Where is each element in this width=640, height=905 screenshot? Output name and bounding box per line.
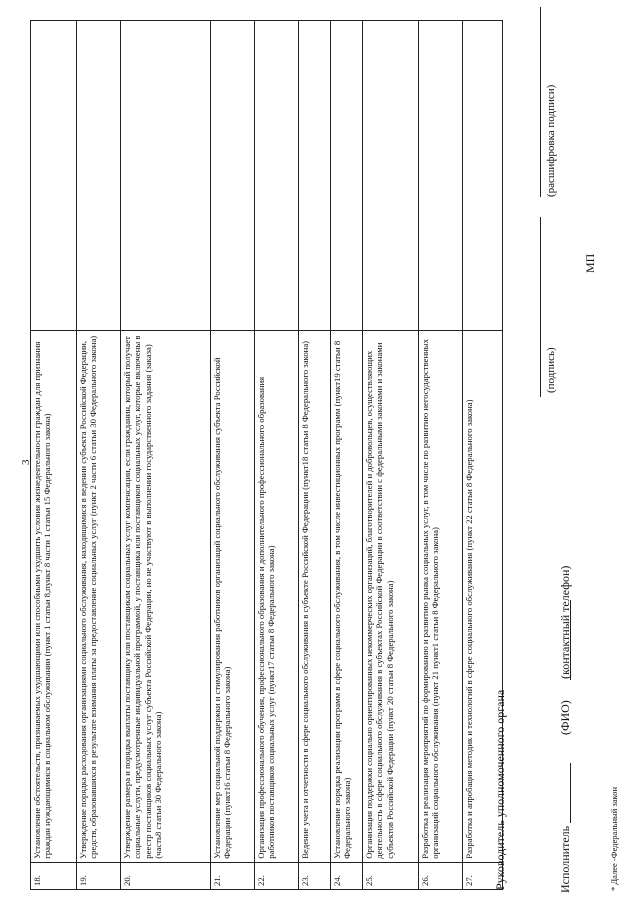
row-description: Установление мер социальной поддержки и стимулирования работников организаций социального обслуживания субъекта Российской Федерации (пункт16 статьи 8 Федерального закона) [211,330,255,862]
row-empty-cell [255,21,299,331]
row-description: Разработка и апробация методик и технологий в сфере социального обслуживания (пункт 22 статьи 8 Федерального закона) [463,330,503,862]
row-description: Ведение учета и отчетности в сфере социального обслуживания в субъекте Российской Федерации (пункт18 статьи 8 Федерального закона) [299,330,331,862]
competency-table [30,20,503,890]
row-number: 27. [463,862,503,889]
row-number: 18. [31,862,77,889]
table-row [363,21,419,890]
table-body [31,21,503,890]
signature-caption: (подпись) [545,347,557,393]
stamp-place: МП [583,253,597,273]
footnote: * Далее -Федеральный закон [609,786,619,891]
executor-label: Исполнитель [558,825,572,893]
executor-line [570,763,571,823]
row-description: Организация поддержки социально ориентированных некоммерческих организаций, благотворителей и добровольцев, осуществляющих деятельность в сфере социального обслуживания в субъектах Российской Федерации в соответствии с федеральными законами и законами субъектов Российской Федерации (пункт 20 статьи 8 Федерального закона) [363,330,419,862]
phone-caption: (контактный телефон) [558,565,572,679]
table-row [331,21,363,890]
row-number: 26. [419,862,463,889]
row-description: Разработка и реализация мероприятий по формированию и развитию рынка социальных услуг, в том числе по развитию негосударственных организаций социального обслуживания (пункт 21 пункт1 статьи 8 Федерального закона) [419,330,463,862]
row-number: 24. [331,862,363,889]
row-number: 20. [121,862,211,889]
row-empty-cell [463,21,503,331]
row-empty-cell [31,21,77,331]
row-empty-cell [363,21,419,331]
row-empty-cell [419,21,463,331]
row-number: 19. [77,862,121,889]
row-number: 25. [363,862,419,889]
page-number: 3 [20,459,32,465]
table-row [31,21,77,890]
row-empty-cell [299,21,331,331]
row-empty-cell [121,21,211,331]
table-row [121,21,211,890]
row-description: Установление порядка реализации программ в сфере социального обслуживания, в том числе инвестиционных программ (пункт19 статьи 8 Федерального закона) [331,330,363,862]
table-row [255,21,299,890]
manager-label: Руководитель уполномоченного органа [493,689,507,890]
table-row [299,21,331,890]
row-description: Организация профессионального обучения, профессионального образования и дополнительного профессионального образования работников поставщиков социальных услуг (пункт17 статьи 8 Федерального закона) [255,330,299,862]
row-number: 22. [255,862,299,889]
row-description: Установление обстоятельств, признаваемых ухудшающими или способными ухудшить условия жизнедеятельности граждан для признания граждан нуждающимися в социальном обслуживании (пункт 1 статьи 8,пункт 8 части 1 статьи 15 Федерального закона) [31,330,77,862]
row-empty-cell [211,21,255,331]
row-empty-cell [77,21,121,331]
signature-decode-caption: (расшифровка подписи) [545,84,557,197]
row-description: Утверждение размера и порядка выплаты поставщику или поставщикам социальных услуг компенсации, если гражданин, который получает социальные услуги, предусмотренные индивидуальной программой, у поставщика или поставщиков социальных услуг, которые включены в реестр поставщиков социальных услуг субъекта Российской Федерации, но не участвуют в выполнении государственного задания (заказа) (часть8 статьи 30 Федерального закона) [121,330,211,862]
row-description: Утверждение порядка расходования организациями социального обслуживания, находящимися в ведении субъекта Российской Федерации, средств, образовавшихся в результате взимания платы за предоставление социальных услуг (пункт 2 части 6 статьи 30 Федерального закона) [77,330,121,862]
row-number: 21. [211,862,255,889]
row-empty-cell [331,21,363,331]
table-row [77,21,121,890]
signature-decode-line [540,7,541,197]
table-row [211,21,255,890]
fio-caption: (ФИО) [558,700,572,735]
table-row [419,21,463,890]
row-number: 23. [299,862,331,889]
signature-line [540,217,541,397]
